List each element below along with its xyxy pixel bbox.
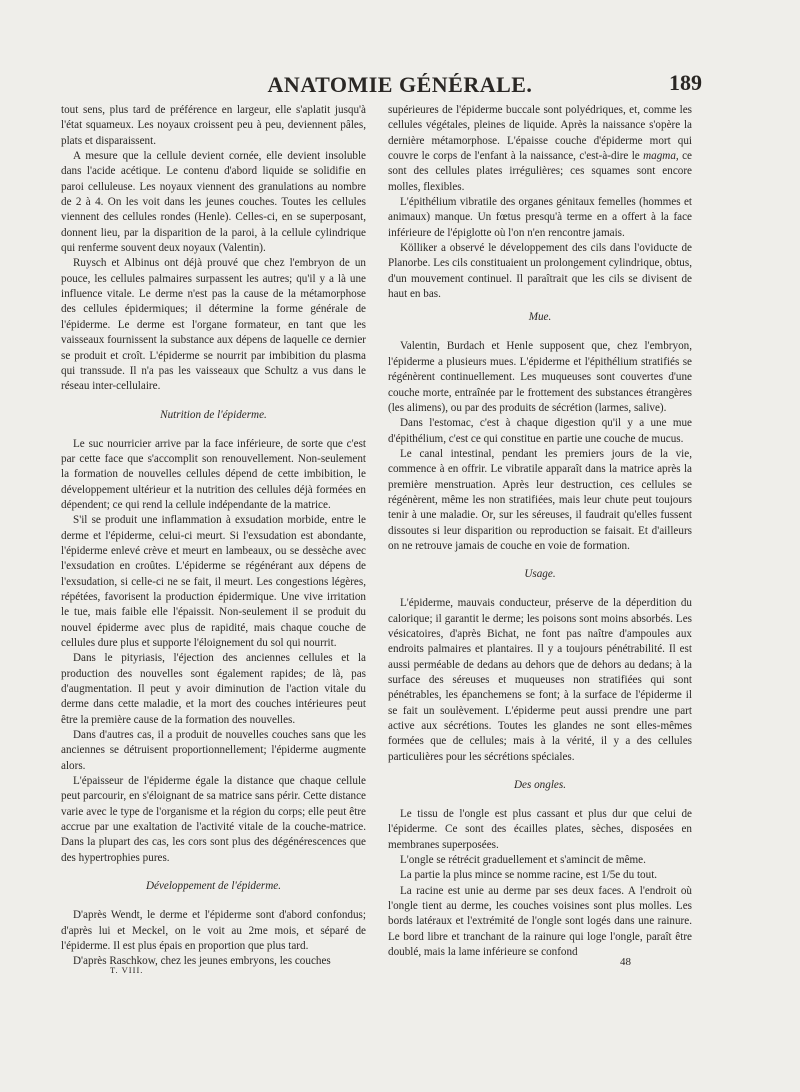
running-title: ANATOMIE GÉNÉRALE. (267, 72, 533, 97)
section-heading-usage: Usage. (524, 568, 556, 581)
paragraph: L'épiderme, mauvais conducteur, préserve de la déperdition du calorique; il garantit le derme; les poisons sont moins absorbés. Les vésicatoires, d'après Bichat, ne font pas naître d'ampoules aux endroits palmaires et plantaires. Il y a toujours pénétrabilité. Il est aussi perméable de dedans au dehors que de dehors au dedans; à la surface des séreuses et muqueuses non stratifiées qui sont pénétrables, les épanchemens se font; à la surface de l'épiderme il se fait un soulèvement. L'épiderme peut aussi prendre une part active aux sécrétions. Toutes les glandes ne sont elles-mêmes formées que de cellules; mais à la vérité, il y a des cellules particulières pour les sécrétions spéciales. (388, 597, 692, 763)
paragraph: Dans d'autres cas, il a produit de nouvelles couches sans que les anciennes se détruisent proportionnellement; l'épiderme augmente alors. (61, 729, 366, 772)
section-heading-nutrition: Nutrition de l'épiderme. (160, 408, 267, 421)
section-heading-ongles: Des ongles. (514, 779, 566, 792)
paragraph: A mesure que la cellule devient cornée, elle devient insoluble dans l'acide acétique. Le contenu d'abord liquide se solidifie en paroi celluleuse. Les noyaux viennent des granulations au nombre de 2 à 4. On les voit dans les jeunes couches. Toutes les cellules viennent des cellules rondes (Henle). Celles-ci, en se superposant, donnent lieu, par la disparition de la paroi, à la cellule cylindrique qui renferme souvent deux noyaux (Valentin). (61, 150, 366, 255)
left-column (61, 103, 366, 970)
paragraph: La racine est unie au derme par ses deux faces. A l'endroit où l'ongle tient au derme, les couches voisines sont plus molles. Les bords latéraux et l'extrémité de l'ongle sont logés dans une rainure. Le bord libre et tranchant de la rainure qui loge l'ongle, paraît être doublé, mais la lame inférieure se confond (388, 884, 692, 959)
paragraph: Le suc nourricier arrive par la face inférieure, de sorte que c'est par cette face que s'accomplit son renouvellement. Non-seulement la formation de nouvelles cellules dépend de cette imbibition, le développement ultérieur et la nutrition des cellules déjà formées en dépendent; ce qui rend la cellule indépendante de la matrice. (61, 437, 366, 511)
paragraph: Dans l'estomac, c'est à chaque digestion qu'il y a une mue d'épithélium, c'est ce qui constitue en partie une couche de mucus. (388, 417, 692, 445)
paragraph: S'il se produit une inflammation à exsudation morbide, entre le derme et l'épiderme, celui-ci meurt. Si l'exsudation est abondante, l'épiderme enlevé crève et meurt en lambeaux, ou se dessèche avec l'exsudation en croûtes. L'épiderme se régénérant aux dépens de l'exsudation, si celle-ci ne se fait, il meurt. Les congestions légères, répétées, favorisent la production épidermique. Une vive irritation le tue, mais faible elle l'épaissit. Non-seulement il se produit du nouvel épiderme avec plus de rapidité, mais chaque couche de cellules dure plus et supporte l'éloignement du sol qui nourrit. (61, 514, 366, 649)
section-heading-developpement: Développement de l'épiderme. (145, 880, 282, 893)
paragraph: Valentin, Burdach et Henle supposent que, chez l'embryon, l'épiderme a plusieurs mues. L'épiderme et l'épithélium stratifiés se régénèrent continuellement. Les muqueuses sont couvertes d'une couche morte, entraînée par le frottement des substances étrangères (les alimens), ou par des produits de sécrétion (larmes, salive). (388, 340, 692, 414)
paragraph: D'après Raschkow, chez les jeunes embryons, les couches (73, 955, 331, 968)
paragraph: Le canal intestinal, pendant les premiers jours de la vie, commence à en offrir. Le vibratile apparaît dans la matrice après la première menstruation. Après leur destruction, ces cellules se régénèrent, même les non stratifiées, mais leur chute peut toujours tenir à une maladie. Or, sur les séreuses, il faudrait qu'elles fussent dissoutes si leur disparition ou reproduction se faisait. Et d'ailleurs on ne retrouve jamais de couche en voie de formation. (388, 447, 692, 552)
sheet-number: 48 (620, 956, 631, 968)
paragraph: La partie la plus mince se nomme racine, est 1/5e du tout. (400, 869, 658, 882)
right-column (388, 103, 692, 961)
paragraph: Ruysch et Albinus ont déjà prouvé que chez l'embryon de un pouce, les cellules palmaires surpassent les autres; qu'il y a là une influence vitale. Le derme n'est pas la cause de la métamorphose des cellules épidermiques; il détermine la forme générale de l'épiderme. Le derme est l'organe formateur, en tant que les vaisseaux fournissent la substance aux dépens de laquelle ce dernier se produit et croît. L'épiderme se nourrit par imbibition du plasma qui transsude. Il n'a pas les vaisseaux que Schultz a vus dans le réseau inter-cellulaire. (61, 257, 366, 393)
paragraph: L'ongle se rétrécit graduellement et s'amincit de même. (400, 854, 646, 867)
paragraph: L'épaisseur de l'épiderme égale la distance que chaque cellule peut parcourir, en s'éloignant de sa matrice sans périr. Cette distance varie avec le type de l'organisme et la région du corps; elle peut être accrue par une exaltation de l'activité vitale de la couche-matrice. Dans la plupart des cas, les cors sont plus des dégénérescences que des hypertrophies pures. (61, 775, 366, 864)
volume-signature: T. VIII. (110, 965, 144, 975)
paragraph: Dans le pityriasis, l'éjection des anciennes cellules et la production des nouvelles sont également rapides; de là, pas d'augmentation. Il peut y avoir diminution de l'action vitale du derme dans cette maladie, et la mort des couches intérieures peut être la première cause de la formation des nouvelles. (61, 652, 366, 726)
paragraph: supérieures de l'épiderme buccale sont polyédriques, et, comme les cellules végétales, pleines de liquide. Après la naissance s'opère la dernière métamorphose. L'épaisse couche d'épiderme mort qui couvre le corps de l'enfant à la naissance, c'est-à-dire le magma, ce sont des cellules plates irrégulières; ces squames sont encore molles, flexibles. (388, 104, 692, 193)
paragraph: L'épithélium vibratile des organes génitaux femelles (hommes et animaux) manque. Un fœtus presqu'à terme en a offert à la face inférieure de l'épiglotte où l'on n'en rencontre jamais. (388, 196, 692, 239)
emphasis: magma, (643, 150, 679, 163)
section-heading-mue: Mue. (528, 311, 552, 324)
paragraph: tout sens, plus tard de préférence en largeur, elle s'aplatit jusqu'à l'état squameux. Les noyaux croissent peu à peu, deviennent pâles, plats et disparaissent. (61, 104, 366, 147)
paragraph: D'après Wendt, le derme et l'épiderme sont d'abord confondus; d'après lui et Meckel, on le voit au 2me mois, et séparé de l'épiderme. Il est plus épais en proportion que plus tard. (61, 909, 366, 952)
paragraph: Le tissu de l'ongle est plus cassant et plus dur que celui de l'épiderme. Ce sont des écailles plates, sèches, disposées en membranes superposées. (388, 808, 692, 851)
paragraph: Kölliker a observé le développement des cils dans l'oviducte de Planorbe. Les cils constituaient un prolongement cylindrique, obtus, d'un mouvement continuel. Il paraîtrait que les cils se divisent de haut en bas. (388, 242, 692, 301)
page-number: 189 (669, 70, 702, 95)
